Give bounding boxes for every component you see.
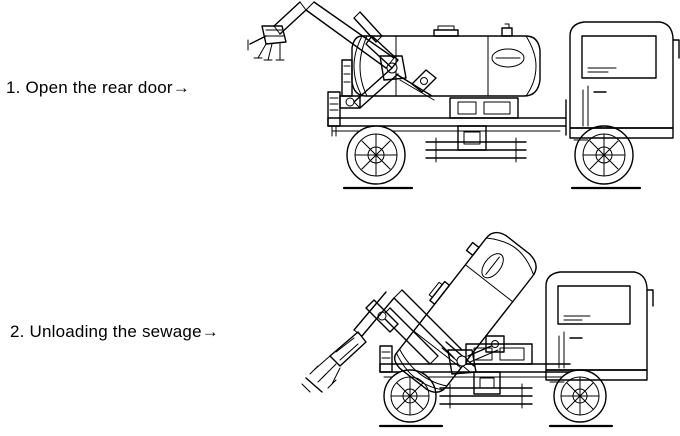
front-wheel: [575, 126, 633, 184]
step-2-label: 2. Unloading the sewage→: [10, 322, 219, 341]
rear-wheel: [384, 370, 436, 422]
step-1-label: 1. Open the rear door→: [6, 78, 190, 97]
suction-nozzle-head: [248, 2, 306, 60]
truck-side-view-door-open: [236, 0, 680, 196]
truck-side-view-tank-tipped: [270, 206, 680, 436]
truck-cab: [546, 272, 653, 382]
rear-post: [342, 60, 352, 96]
rear-toolbox: [380, 346, 392, 372]
rear-toolbox: [328, 92, 340, 136]
truck-cab: [570, 22, 679, 140]
rear-wheel: [347, 126, 405, 184]
front-wheel: [554, 370, 606, 422]
step-2-illustration: [270, 206, 680, 436]
step-1-illustration: [236, 0, 680, 196]
